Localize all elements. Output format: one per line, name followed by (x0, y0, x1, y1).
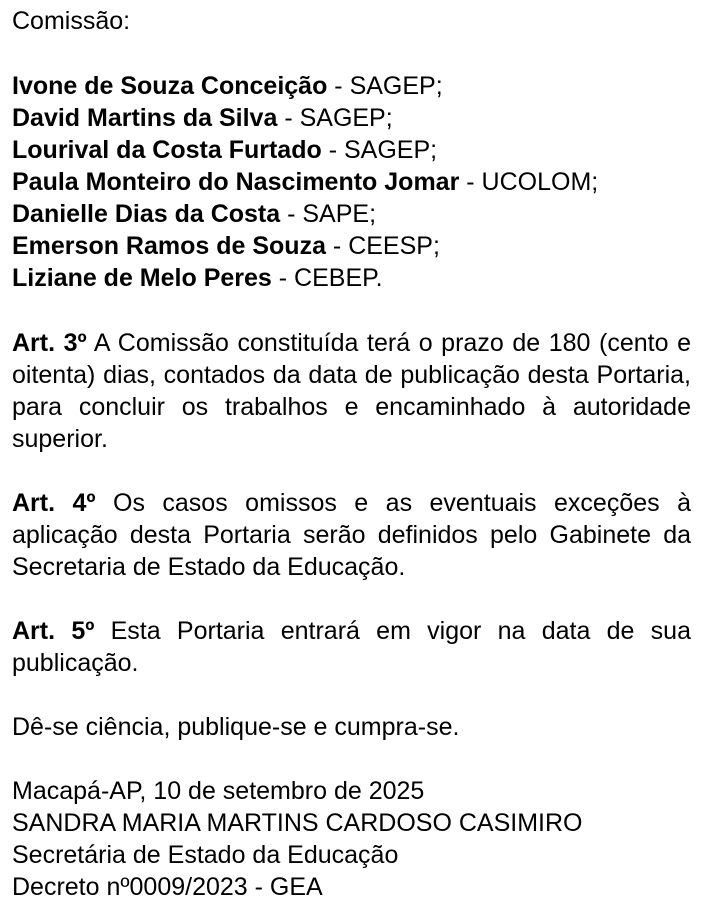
member-unit: - SAGEP; (327, 72, 443, 100)
spacer (12, 679, 691, 711)
signer-title: Secretária de Estado da Educação (12, 841, 399, 869)
spacer (12, 455, 691, 487)
member-name: Ivone de Souza Conceição (12, 72, 328, 100)
commission-member (12, 134, 691, 166)
member-name: Paula Monteiro do Nascimento Jomar (12, 168, 460, 196)
commission-member (12, 102, 691, 134)
commission-member (12, 70, 691, 102)
member-name: Emerson Ramos de Souza (12, 232, 326, 260)
member-unit: - SAPE; (280, 200, 377, 228)
article-text: A Comissão constituída terá o prazo de 180 (cento e oitenta) dias, contados da data de publicação desta Portaria, para concluir os trabalhos e encaminhado à autoridade superior. (12, 329, 691, 453)
spacer (12, 294, 691, 327)
article-text: Os casos omissos e as eventuais exceções à aplicação desta Portaria serão definidos pelo Gabinete da Secretaria de Estado da Educação. (12, 489, 691, 581)
member-name: Lourival da Costa Furtado (12, 136, 322, 164)
article-text: Esta Portaria entrará em vigor na data de sua publicação. (12, 617, 691, 677)
decree-reference: Decreto nº0009/2023 - GEA (12, 873, 323, 901)
spacer (12, 37, 691, 70)
article-label: Art. 3º (12, 329, 87, 357)
member-name: Danielle Dias da Costa (12, 200, 281, 228)
place-date: Macapá-AP, 10 de setembro de 2025 (12, 777, 425, 805)
spacer (12, 743, 691, 775)
article-5 (12, 615, 691, 679)
signature-block (12, 775, 691, 903)
signer-name: SANDRA MARIA MARTINS CARDOSO CASIMIRO (12, 809, 583, 837)
article-3 (12, 327, 691, 455)
member-unit: - SAGEP; (321, 136, 438, 164)
closing-statement: Dê-se ciência, publique-se e cumpra-se. (12, 713, 460, 741)
article-label: Art. 5º (12, 617, 95, 645)
member-unit: - CEBEP. (271, 264, 383, 292)
spacer (12, 583, 691, 615)
member-name: David Martins da Silva (12, 104, 278, 132)
member-unit: - CEESP; (325, 232, 440, 260)
commission-member (12, 166, 691, 198)
commission-member (12, 262, 691, 294)
article-label: Art. 4º (12, 489, 96, 517)
member-name: Liziane de Melo Peres (12, 264, 272, 292)
commission-member (12, 230, 691, 262)
commission-member (12, 198, 691, 230)
commission-member-list (12, 70, 691, 294)
member-unit: - UCOLOM; (459, 168, 599, 196)
member-unit: - SAGEP; (277, 104, 393, 132)
commission-heading: Comissão: (12, 7, 131, 35)
article-4 (12, 487, 691, 583)
